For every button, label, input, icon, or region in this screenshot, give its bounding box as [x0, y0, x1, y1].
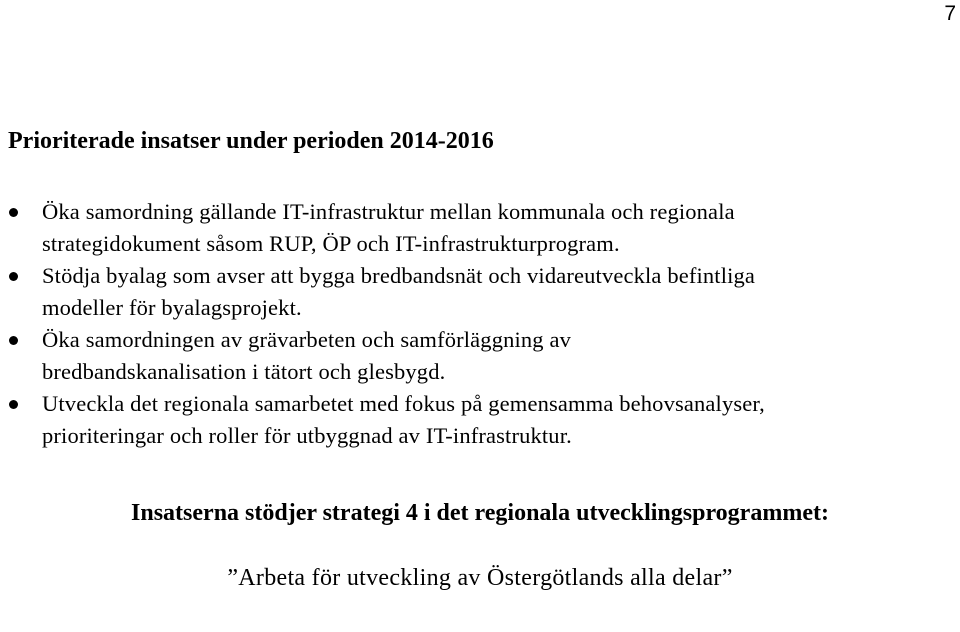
page-number: 7	[944, 2, 956, 25]
list-item-line: Stödja byalag som avser att bygga bredbandsnät och vidareutveckla befintliga	[42, 263, 756, 288]
section-heading: Prioriterade insatser under perioden 2014-2016	[8, 128, 494, 154]
list-item-line: prioriteringar och roller för utbyggnad av IT-infrastruktur.	[42, 423, 572, 448]
bullet-dot-icon	[9, 272, 18, 281]
list-item	[0, 388, 960, 452]
list-item-line: Utveckla det regionala samarbetet med fokus på gemensamma behovsanalyser,	[42, 391, 765, 416]
list-item-line: bredbandskanalisation i tätort och glesbygd.	[42, 359, 446, 384]
page-header-band	[0, 0, 960, 80]
list-item	[0, 196, 960, 260]
priority-list	[0, 196, 960, 452]
list-item-line: modeller för byalagsprojekt.	[42, 295, 302, 320]
program-name-quote: ”Arbeta för utveckling av Östergötlands alla delar”	[227, 565, 733, 591]
bullet-dot-icon	[9, 208, 18, 217]
bullet-dot-icon	[9, 336, 18, 345]
list-item	[0, 260, 960, 324]
list-item	[0, 324, 960, 388]
list-item-line: Öka samordningen av grävarbeten och samförläggning av	[42, 327, 572, 352]
strategy-note: Insatserna stödjer strategi 4 i det regionala utvecklingsprogrammet:	[131, 500, 829, 526]
list-item-line: strategidokument såsom RUP, ÖP och IT-infrastrukturprogram.	[42, 231, 620, 256]
bullet-dot-icon	[9, 400, 18, 409]
list-item-line: Öka samordning gällande IT-infrastruktur mellan kommunala och regionala	[42, 199, 735, 224]
